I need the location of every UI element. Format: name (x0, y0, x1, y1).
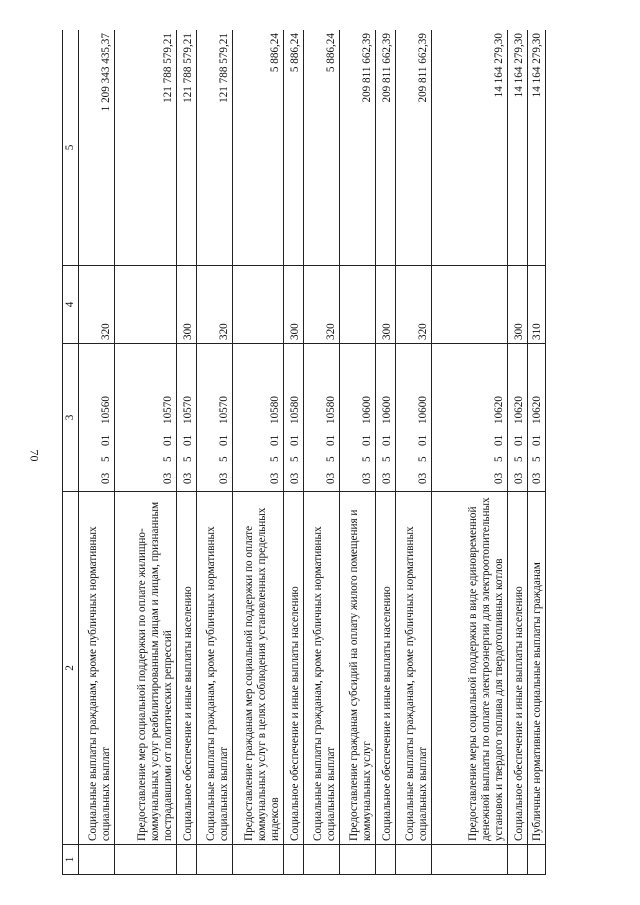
row-description: Публичные нормативные социальные выплаты гражданам (528, 492, 546, 845)
code-part-1: 03 (361, 472, 373, 484)
row-amount: 14 164 279,30 (528, 30, 546, 266)
code-part-3: 01 (531, 434, 543, 446)
code-part-2: 5 (513, 456, 525, 462)
row-code (115, 344, 177, 492)
row-expense-type (340, 266, 376, 344)
table-row (396, 30, 432, 875)
code-part-1: 03 (417, 472, 429, 484)
column-header: 5 (63, 30, 79, 266)
column-header: 3 (63, 344, 79, 492)
row-expense-type: 300 (284, 266, 304, 344)
code-part-2: 5 (531, 456, 543, 462)
code-part-2: 5 (325, 456, 337, 462)
row-amount: 121 788 579,21 (197, 30, 233, 266)
code-part-4: 10620 (513, 396, 525, 424)
row-amount: 14 164 279,30 (508, 30, 528, 266)
code-part-1: 03 (493, 472, 505, 484)
row-description: Предоставление гражданам мер социальной поддержки по оплате коммунальных услуг в целях соблюдения установленных предельных индексов (233, 492, 284, 845)
rotated-page (62, 30, 556, 875)
code-part-1: 03 (531, 472, 543, 484)
code-part-3: 01 (417, 434, 429, 446)
table-row (115, 30, 177, 875)
row-code (304, 344, 340, 492)
row-description: Предоставление гражданам субсидий на оплату жилого помещения и коммунальных услуг (340, 492, 376, 845)
row-index-cell (177, 845, 197, 875)
code-part-3: 01 (289, 434, 301, 446)
code-part-2: 5 (381, 456, 393, 462)
row-code (376, 344, 396, 492)
row-code (197, 344, 233, 492)
row-expense-type: 320 (79, 266, 115, 344)
row-amount: 209 811 662,39 (376, 30, 396, 266)
row-index-cell (304, 845, 340, 875)
code-part-2: 5 (182, 456, 194, 462)
code-part-1: 03 (289, 472, 301, 484)
row-code (284, 344, 304, 492)
code-part-1: 03 (100, 472, 112, 484)
code-part-4: 10600 (361, 396, 373, 424)
code-part-3: 01 (269, 434, 281, 446)
row-description: Социальные выплаты гражданам, кроме публичных нормативных социальных выплат (304, 492, 340, 845)
code-part-3: 01 (513, 434, 525, 446)
row-code (79, 344, 115, 492)
code-part-2: 5 (361, 456, 373, 462)
row-expense-type (432, 266, 508, 344)
row-description: Социальное обеспечение и иные выплаты населению (284, 492, 304, 845)
code-part-2: 5 (100, 456, 112, 462)
code-part-4: 10570 (218, 396, 230, 424)
code-part-2: 5 (417, 456, 429, 462)
code-part-4: 10570 (162, 396, 174, 424)
code-part-3: 01 (381, 434, 393, 446)
code-part-4: 10580 (325, 396, 337, 424)
code-part-2: 5 (269, 456, 281, 462)
row-expense-type: 300 (376, 266, 396, 344)
code-part-4: 10560 (100, 396, 112, 424)
code-part-4: 10620 (493, 396, 505, 424)
code-part-1: 03 (162, 472, 174, 484)
code-part-1: 03 (325, 472, 337, 484)
row-code (396, 344, 432, 492)
row-expense-type: 300 (508, 266, 528, 344)
row-index-cell (233, 845, 284, 875)
page-number: 70 (27, 449, 42, 462)
row-code (340, 344, 376, 492)
row-index-cell (528, 845, 546, 875)
code-part-4: 10600 (381, 396, 393, 424)
row-code (233, 344, 284, 492)
table-row (197, 30, 233, 875)
row-index-cell (432, 845, 508, 875)
row-expense-type (233, 266, 284, 344)
row-description: Социальные выплаты гражданам, кроме публичных нормативных социальных выплат (396, 492, 432, 845)
table-row (79, 30, 115, 875)
row-description: Предоставление мер социальной поддержки по оплате жилищно-коммунальных услуг реабилитированным лицам и лицам, признанным пострадавшими от политических репрессий (115, 492, 177, 845)
code-part-4: 10580 (289, 396, 301, 424)
row-description: Социальное обеспечение и иные выплаты населению (177, 492, 197, 845)
code-part-2: 5 (162, 456, 174, 462)
row-index-cell (340, 845, 376, 875)
table-row (177, 30, 197, 875)
row-description: Социальные выплаты гражданам, кроме публичных нормативных социальных выплат (79, 492, 115, 845)
row-expense-type: 300 (177, 266, 197, 344)
row-expense-type: 310 (528, 266, 546, 344)
column-header: 2 (63, 492, 79, 845)
table-row (304, 30, 340, 875)
row-index-cell (284, 845, 304, 875)
table-header-row (63, 30, 79, 875)
table-row (508, 30, 528, 875)
row-index-cell (79, 845, 115, 875)
row-index-cell (376, 845, 396, 875)
column-header: 1 (63, 845, 79, 875)
row-description: Предоставление меры социальной поддержки в виде единовременной денежной выплаты по оплате электроэнергии для электроотопительных установок и твердого топлива для твердотопливных котлов (432, 492, 508, 845)
code-part-1: 03 (381, 472, 393, 484)
table-row (340, 30, 376, 875)
table-row (284, 30, 304, 875)
column-header: 4 (63, 266, 79, 344)
code-part-2: 5 (218, 456, 230, 462)
row-code (432, 344, 508, 492)
row-code (528, 344, 546, 492)
code-part-3: 01 (325, 434, 337, 446)
row-description: Социальное обеспечение и иные выплаты населению (376, 492, 396, 845)
budget-table (62, 30, 546, 875)
row-index-cell (197, 845, 233, 875)
row-amount: 5 886,24 (304, 30, 340, 266)
row-code (177, 344, 197, 492)
row-index-cell (115, 845, 177, 875)
row-amount: 209 811 662,39 (396, 30, 432, 266)
row-expense-type (115, 266, 177, 344)
code-part-3: 01 (100, 434, 112, 446)
code-part-2: 5 (493, 456, 505, 462)
row-expense-type: 320 (197, 266, 233, 344)
code-part-4: 10580 (269, 396, 281, 424)
code-part-4: 10600 (417, 396, 429, 424)
code-part-1: 03 (269, 472, 281, 484)
row-index-cell (396, 845, 432, 875)
row-description: Социальное обеспечение и иные выплаты населению (508, 492, 528, 845)
code-part-1: 03 (218, 472, 230, 484)
row-expense-type: 320 (396, 266, 432, 344)
row-amount: 1 209 343 435,37 (79, 30, 115, 266)
row-expense-type: 320 (304, 266, 340, 344)
code-part-3: 01 (182, 434, 194, 446)
table-row (376, 30, 396, 875)
row-amount: 209 811 662,39 (340, 30, 376, 266)
row-amount: 14 164 279,30 (432, 30, 508, 266)
row-amount: 5 886,24 (284, 30, 304, 266)
rotated-page-content (62, 30, 556, 875)
row-amount: 5 886,24 (233, 30, 284, 266)
code-part-2: 5 (289, 456, 301, 462)
code-part-1: 03 (513, 472, 525, 484)
row-code (508, 344, 528, 492)
code-part-4: 10620 (531, 396, 543, 424)
table-row (233, 30, 284, 875)
row-amount: 121 788 579,21 (115, 30, 177, 266)
table-row (528, 30, 546, 875)
code-part-3: 01 (218, 434, 230, 446)
code-part-3: 01 (361, 434, 373, 446)
table-row (432, 30, 508, 875)
row-index-cell (508, 845, 528, 875)
row-description: Социальные выплаты гражданам, кроме публичных нормативных социальных выплат (197, 492, 233, 845)
code-part-1: 03 (182, 472, 194, 484)
row-amount: 121 788 579,21 (177, 30, 197, 266)
table-body (79, 30, 546, 875)
code-part-3: 01 (162, 434, 174, 446)
code-part-3: 01 (493, 434, 505, 446)
code-part-4: 10570 (182, 396, 194, 424)
